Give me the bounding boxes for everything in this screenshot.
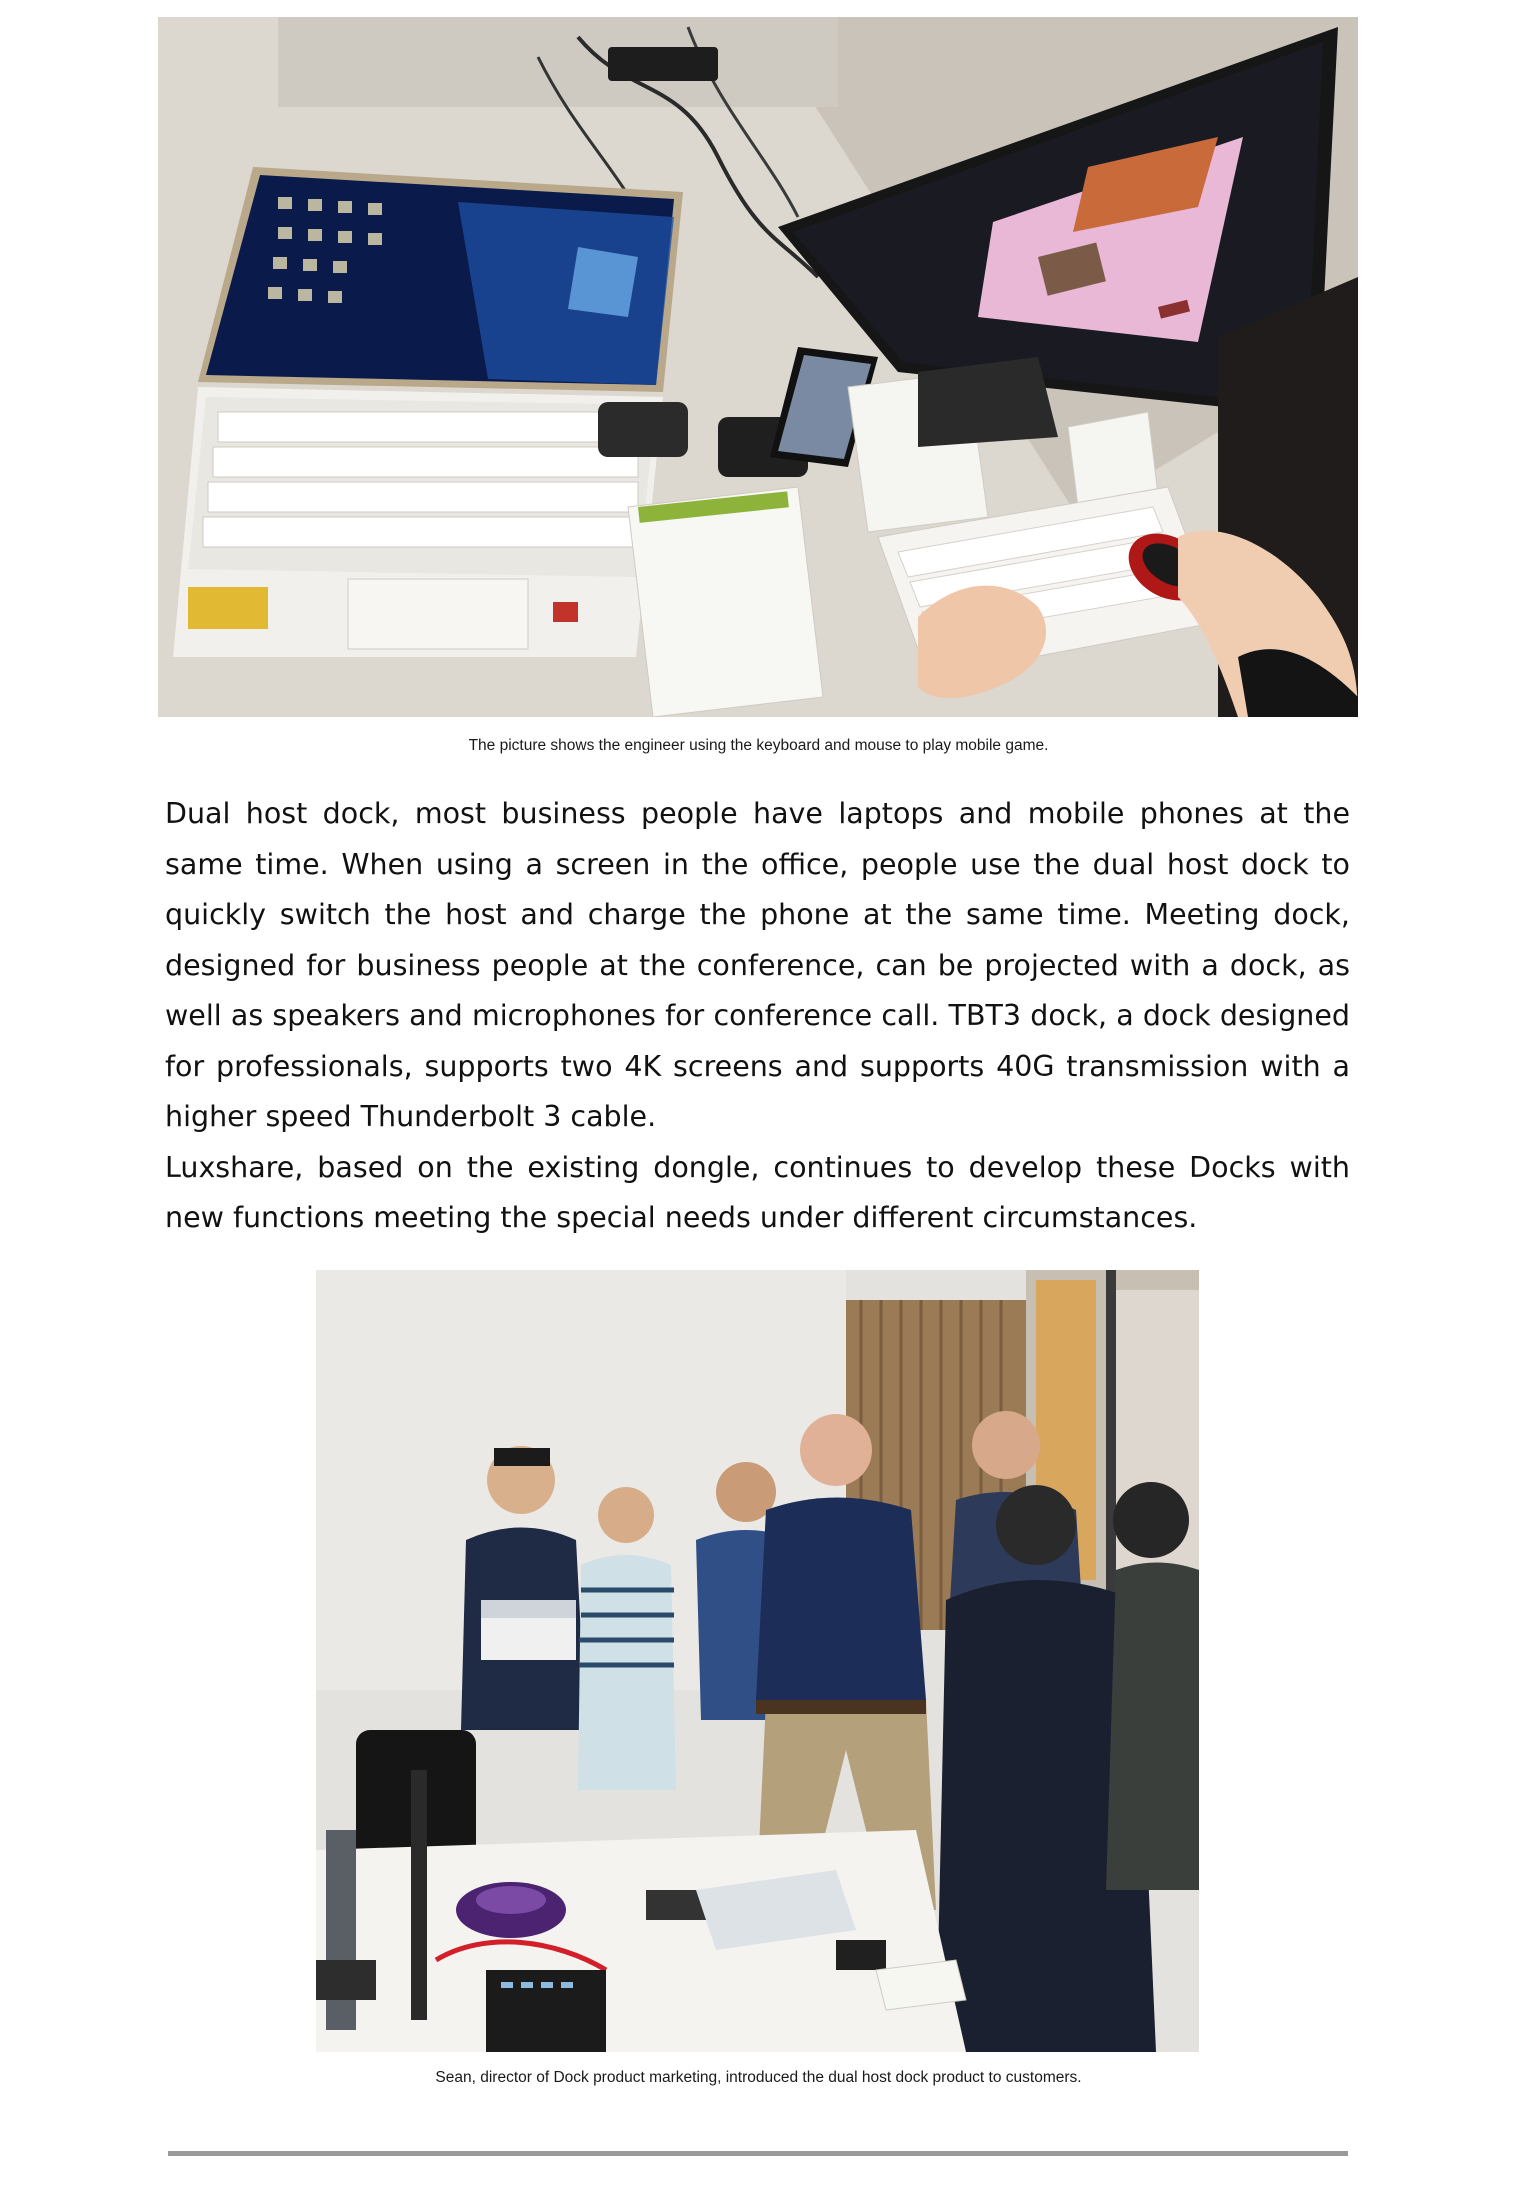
- photo-caption: Sean, director of Dock product marketing, introduced the dual host dock product to customers.: [435, 2069, 1082, 2086]
- photo-product-presentation-illustration: [316, 1270, 1199, 2052]
- photo-laptop-mobile-game: [158, 17, 1358, 717]
- photo-product-presentation: [316, 1270, 1199, 2052]
- article-body: [165, 789, 1350, 1244]
- footer-divider: [168, 2151, 1348, 2156]
- body-paragraph: Luxshare, based on the existing dongle, continues to develop these Docks with new functions meeting the special needs under different circumstances.: [165, 1150, 1350, 1234]
- body-paragraph: Dual host dock, most business people have laptops and mobile phones at the same time. When using a screen in the office, people use the dual host dock to quickly switch the host and charge the phone at the same time. Meeting dock, designed for business people at the conference, can be projected with a dock, as well as speakers and microphones for conference call. TBT3 dock, a dock designed for professionals, supports two 4K screens and supports 40G transmission with a higher speed Thunderbolt 3 cable.: [165, 797, 1350, 1133]
- photo-laptop-mobile-game-illustration: [158, 17, 1358, 717]
- photo-caption: The picture shows the engineer using the keyboard and mouse to play mobile game.: [468, 737, 1049, 754]
